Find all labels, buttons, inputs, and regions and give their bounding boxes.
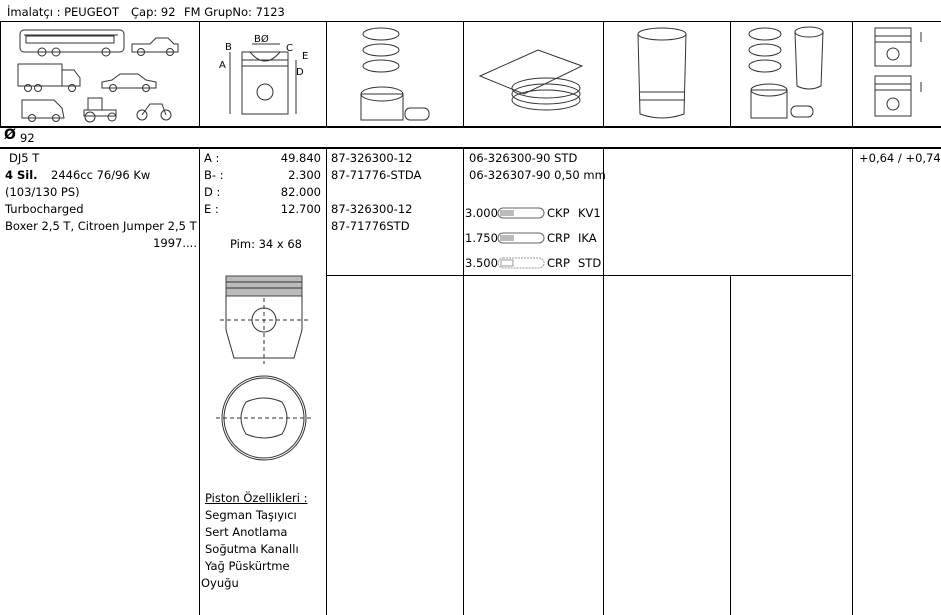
oversize-values: +0,64 / +0,74 bbox=[859, 151, 941, 165]
scraper-ring-icon bbox=[497, 231, 545, 245]
diagram-label-bo: BØ bbox=[254, 34, 269, 45]
ring-type: CKP bbox=[547, 206, 570, 220]
piston-liner-kit-icon bbox=[731, 22, 852, 126]
bore-label: Çap: 92 bbox=[131, 5, 176, 19]
piston-feature-item: Yağ Püskürtme bbox=[205, 559, 290, 573]
grid-line bbox=[326, 149, 327, 615]
piston-feature-item: Segman Taşıyıcı bbox=[205, 508, 297, 522]
piston-part-number[interactable]: 87-71776-STDA bbox=[331, 168, 422, 182]
diagram-label-a: A bbox=[219, 60, 226, 71]
dimension-a-value: 49.840 bbox=[280, 151, 321, 165]
vehicle-types-icon bbox=[0, 22, 199, 126]
cylinder-count: 4 Sil. bbox=[5, 168, 38, 182]
data-row-divider bbox=[326, 275, 851, 276]
grid-line bbox=[852, 149, 853, 615]
piston-feature-item: Soğutma Kanallı bbox=[205, 542, 299, 556]
diagram-label-e: E bbox=[302, 51, 309, 62]
piston-section-icon bbox=[853, 22, 941, 126]
diagram-label-d: D bbox=[296, 67, 304, 78]
engine-aspiration: Turbocharged bbox=[5, 202, 84, 216]
piston-cross-section-drawing bbox=[200, 268, 326, 468]
dimension-b-value: 2.300 bbox=[288, 168, 321, 182]
ring-code: KV1 bbox=[578, 206, 601, 220]
grid-line bbox=[730, 275, 731, 615]
ring-width: 3.000 bbox=[465, 206, 498, 220]
ring-width: 3.500 bbox=[465, 256, 498, 270]
production-year: 1997.... bbox=[153, 236, 197, 250]
dimension-e-value: 12.700 bbox=[280, 202, 321, 216]
diameter-row-divider bbox=[0, 147, 941, 149]
ring-type: CRP bbox=[547, 256, 570, 270]
vehicle-models: Boxer 2,5 T, Citroen Jumper 2,5 T bbox=[5, 219, 197, 233]
dimension-b-label: B- : bbox=[204, 168, 224, 182]
dimension-a-label: A : bbox=[204, 151, 220, 165]
compression-ring-icon bbox=[497, 206, 545, 220]
dimension-d-label: D : bbox=[204, 185, 221, 199]
diagram-label-b: B bbox=[225, 42, 232, 53]
ring-code: STD bbox=[578, 256, 602, 270]
piston-rings-pin-icon bbox=[327, 22, 463, 126]
dimension-d-value: 82.000 bbox=[280, 185, 321, 199]
ring-code: IKA bbox=[578, 231, 597, 245]
piston-features-title: Piston Özellikleri : bbox=[205, 491, 308, 505]
piston-feature-item: Oyuğu bbox=[201, 576, 239, 590]
pin-size: Pim: 34 x 68 bbox=[230, 237, 302, 251]
piston-part-number[interactable]: 87-71776STD bbox=[331, 219, 410, 233]
engine-power: (103/130 PS) bbox=[5, 185, 80, 199]
grid-line bbox=[463, 149, 464, 615]
dimension-e-label: E : bbox=[204, 202, 219, 216]
oil-control-ring-icon bbox=[497, 256, 545, 270]
manufacturer-label: İmalatçı : PEUGEOT bbox=[7, 5, 119, 19]
engine-code: DJ5 T bbox=[9, 151, 40, 165]
ring-set-number[interactable]: 06-326307-90 0,50 mm bbox=[469, 168, 606, 182]
ring-width: 1.750 bbox=[465, 231, 498, 245]
engine-capacity: 2446cc 76/96 Kw bbox=[51, 168, 151, 182]
piston-feature-item: Sert Anotlama bbox=[205, 525, 288, 539]
group-number-label: FM GrupNo: 7123 bbox=[184, 5, 285, 19]
icon-row-divider bbox=[0, 126, 941, 128]
ring-type: CRP bbox=[547, 231, 570, 245]
ring-set-number[interactable]: 06-326300-90 STD bbox=[469, 151, 578, 165]
cylinder-liner-icon bbox=[604, 22, 730, 126]
grid-line bbox=[603, 149, 604, 615]
diagram-label-c: C bbox=[286, 43, 293, 54]
diameter-value: 92 bbox=[20, 131, 35, 145]
piston-part-number[interactable]: 87-326300-12 bbox=[331, 151, 413, 165]
piston-ring-set-icon bbox=[464, 22, 603, 126]
piston-part-number[interactable]: 87-326300-12 bbox=[331, 202, 413, 216]
diameter-icon: Ø bbox=[4, 127, 16, 143]
